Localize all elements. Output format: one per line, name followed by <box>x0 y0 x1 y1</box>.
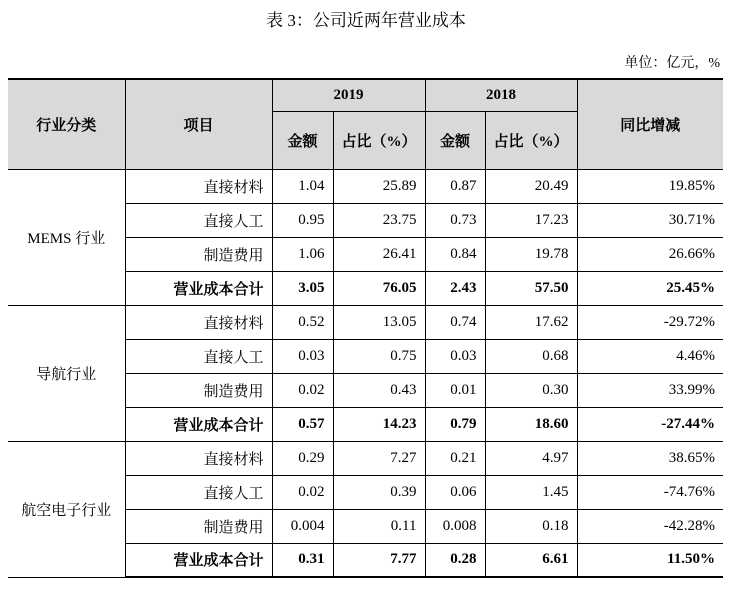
value-a19: 0.95 <box>272 203 333 237</box>
value-s19: 0.11 <box>333 509 425 543</box>
value-yoy: -74.76% <box>577 475 723 509</box>
header-yoy: 同比增减 <box>577 79 723 169</box>
value-a19: 0.31 <box>272 543 333 577</box>
value-a19: 0.02 <box>272 373 333 407</box>
value-s19: 26.41 <box>333 237 425 271</box>
header-item: 项目 <box>125 79 272 169</box>
value-a19: 0.02 <box>272 475 333 509</box>
value-s18: 20.49 <box>485 169 577 203</box>
value-s18: 18.60 <box>485 407 577 441</box>
value-yoy: 30.71% <box>577 203 723 237</box>
value-a18: 0.79 <box>425 407 485 441</box>
value-yoy: 38.65% <box>577 441 723 475</box>
value-a18: 0.73 <box>425 203 485 237</box>
header-share-2019: 占比（%） <box>333 111 425 169</box>
header-category: 行业分类 <box>8 79 125 169</box>
value-yoy: 25.45% <box>577 271 723 305</box>
value-s18: 1.45 <box>485 475 577 509</box>
operating-cost-table <box>8 78 723 578</box>
table-row <box>8 169 723 203</box>
item-cell: 制造费用 <box>125 373 272 407</box>
value-s19: 0.75 <box>333 339 425 373</box>
value-yoy: 19.85% <box>577 169 723 203</box>
value-a18: 0.008 <box>425 509 485 543</box>
value-s18: 4.97 <box>485 441 577 475</box>
item-cell: 营业成本合计 <box>125 271 272 305</box>
value-a18: 0.74 <box>425 305 485 339</box>
item-cell: 营业成本合计 <box>125 407 272 441</box>
value-s19: 13.05 <box>333 305 425 339</box>
value-a19: 0.52 <box>272 305 333 339</box>
value-yoy: -27.44% <box>577 407 723 441</box>
item-cell: 直接人工 <box>125 475 272 509</box>
value-yoy: 33.99% <box>577 373 723 407</box>
table-title: 表 3：公司近两年营业成本 <box>266 11 466 30</box>
header-2019: 2019 <box>272 79 425 111</box>
value-a19: 3.05 <box>272 271 333 305</box>
value-s18: 6.61 <box>485 543 577 577</box>
category-cell: MEMS 行业 <box>8 169 125 305</box>
value-a19: 0.03 <box>272 339 333 373</box>
header-amount-2018: 金额 <box>425 111 485 169</box>
value-s19: 7.77 <box>333 543 425 577</box>
value-a18: 0.28 <box>425 543 485 577</box>
value-s18: 0.30 <box>485 373 577 407</box>
value-a18: 0.21 <box>425 441 485 475</box>
category-cell: 航空电子行业 <box>8 441 125 577</box>
value-s19: 0.43 <box>333 373 425 407</box>
item-cell: 制造费用 <box>125 509 272 543</box>
value-s19: 7.27 <box>333 441 425 475</box>
value-s19: 0.39 <box>333 475 425 509</box>
value-yoy: 26.66% <box>577 237 723 271</box>
value-s19: 23.75 <box>333 203 425 237</box>
value-a19: 1.06 <box>272 237 333 271</box>
header-2018: 2018 <box>425 79 577 111</box>
value-s18: 0.68 <box>485 339 577 373</box>
value-s18: 17.23 <box>485 203 577 237</box>
item-cell: 直接人工 <box>125 339 272 373</box>
header-amount-2019: 金额 <box>272 111 333 169</box>
value-yoy: -29.72% <box>577 305 723 339</box>
value-yoy: -42.28% <box>577 509 723 543</box>
unit-label: 单位：亿元，% <box>624 56 720 71</box>
item-cell: 直接材料 <box>125 169 272 203</box>
value-yoy: 4.46% <box>577 339 723 373</box>
value-s19: 25.89 <box>333 169 425 203</box>
value-s18: 0.18 <box>485 509 577 543</box>
value-a18: 0.06 <box>425 475 485 509</box>
item-cell: 营业成本合计 <box>125 543 272 577</box>
item-cell: 直接人工 <box>125 203 272 237</box>
value-a18: 0.03 <box>425 339 485 373</box>
value-a18: 0.01 <box>425 373 485 407</box>
header-share-2018: 占比（%） <box>485 111 577 169</box>
value-a18: 0.84 <box>425 237 485 271</box>
item-cell: 直接材料 <box>125 305 272 339</box>
value-yoy: 11.50% <box>577 543 723 577</box>
value-s19: 76.05 <box>333 271 425 305</box>
value-a19: 1.04 <box>272 169 333 203</box>
value-a18: 0.87 <box>425 169 485 203</box>
value-s18: 19.78 <box>485 237 577 271</box>
item-cell: 直接材料 <box>125 441 272 475</box>
value-a19: 0.57 <box>272 407 333 441</box>
value-s19: 14.23 <box>333 407 425 441</box>
value-s18: 17.62 <box>485 305 577 339</box>
value-a18: 2.43 <box>425 271 485 305</box>
value-s18: 57.50 <box>485 271 577 305</box>
value-a19: 0.004 <box>272 509 333 543</box>
table-row <box>8 305 723 339</box>
value-a19: 0.29 <box>272 441 333 475</box>
category-cell: 导航行业 <box>8 305 125 441</box>
table-row <box>8 441 723 475</box>
item-cell: 制造费用 <box>125 237 272 271</box>
